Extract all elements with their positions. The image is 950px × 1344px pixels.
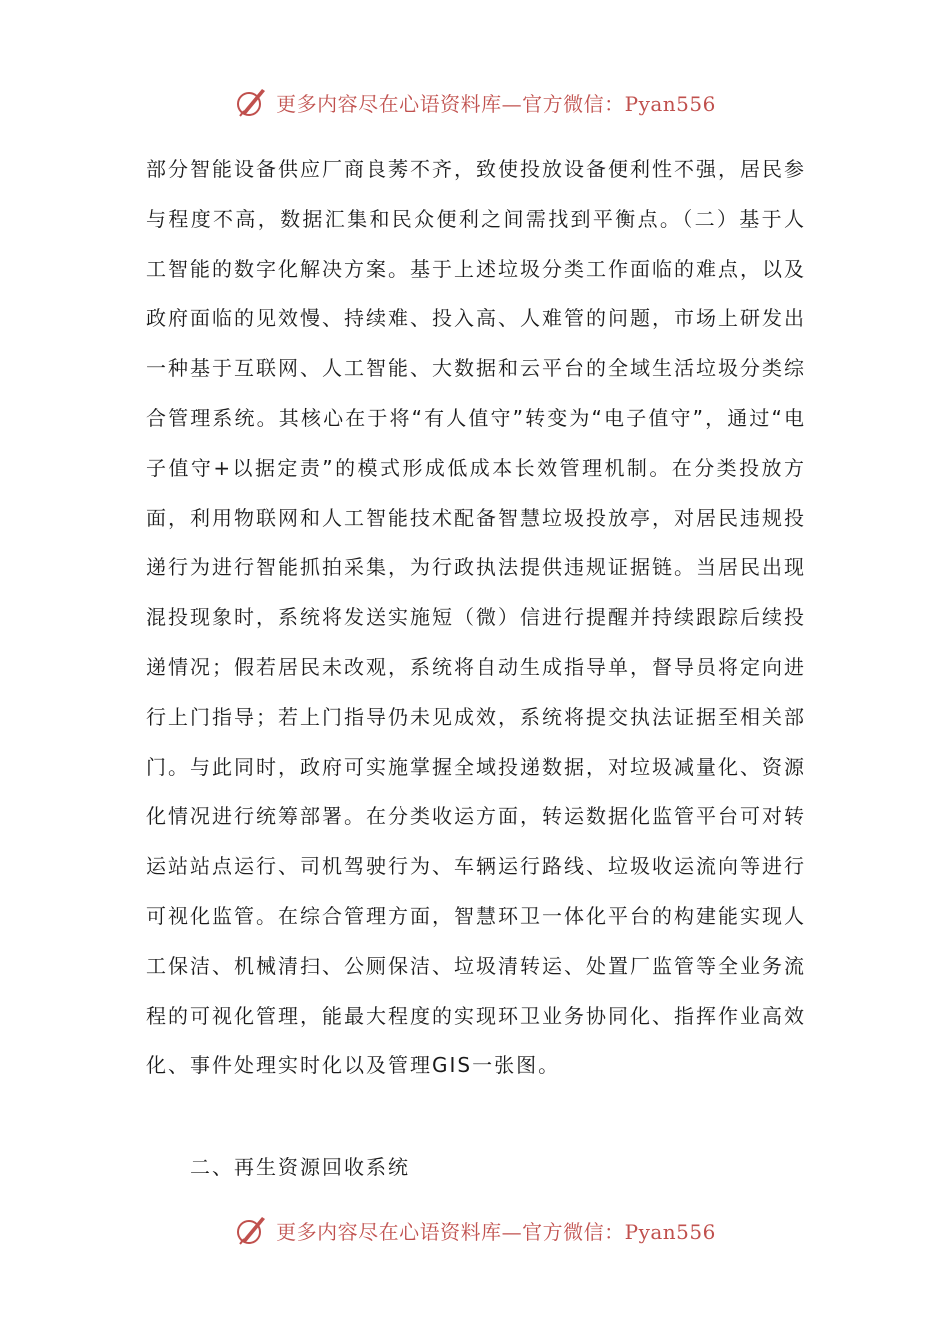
watermark-text: 更多内容尽在心语资料库—官方微信：Pyan556 (276, 1219, 716, 1244)
watermark-text: 更多内容尽在心语资料库—官方微信：Pyan556 (276, 91, 716, 116)
watermark-header (0, 82, 950, 122)
watermark-footer (0, 1210, 950, 1250)
body-paragraph: 部分智能设备供应厂商良莠不齐，致使投放设备便利性不强，居民参与程度不高，数据汇集和民众便利之间需找到平衡点。（二）基于人工智能的数字化解决方案。基于上述垃圾分类工作面临的难点，以及政府面临的见效慢、持续难、投入高、人难管的问题，市场上研发出一种基于互联网、人工智能、大数据和云平台的全域生活垃圾分类综合管理系统。其核心在于将“有人值守”转变为“电子值守”，通过“电子值守+以据定责”的模式形成低成本长效管理机制。在分类投放方面，利用物联网和人工智能技术配备智慧垃圾投放亭，对居民违规投递行为进行智能抓拍采集，为行政执法提供违规证据链。当居民出现混投现象时，系统将发送实施短（微）信进行提醒并持续跟踪后续投递情况；假若居民未改观，系统将自动生成指导单，督导员将定向进行上门指导；若上门指导仍未见成效，系统将提交执法证据至相关部门。与此同时，政府可实施掌握全域投递数据，对垃圾减量化、资源化情况进行统筹部署。在分类收运方面，转运数据化监管平台可对转运站站点运行、司机驾驶行为、车辆运行路线、垃圾收运流向等进行可视化监管。在综合管理方面，智慧环卫一体化平台的构建能实现人工保洁、机械清扫、公厕保洁、垃圾清转运、处置厂监管等全业务流程的可视化管理，能最大程度的实现环卫业务协同化、指挥作业高效化、事件处理实时化以及管理GIS一张图。 (146, 157, 806, 1078)
section-heading: 二、再生资源回收系统 (190, 1155, 410, 1179)
quill-logo-icon (234, 1213, 268, 1247)
quill-logo-icon (234, 85, 268, 119)
